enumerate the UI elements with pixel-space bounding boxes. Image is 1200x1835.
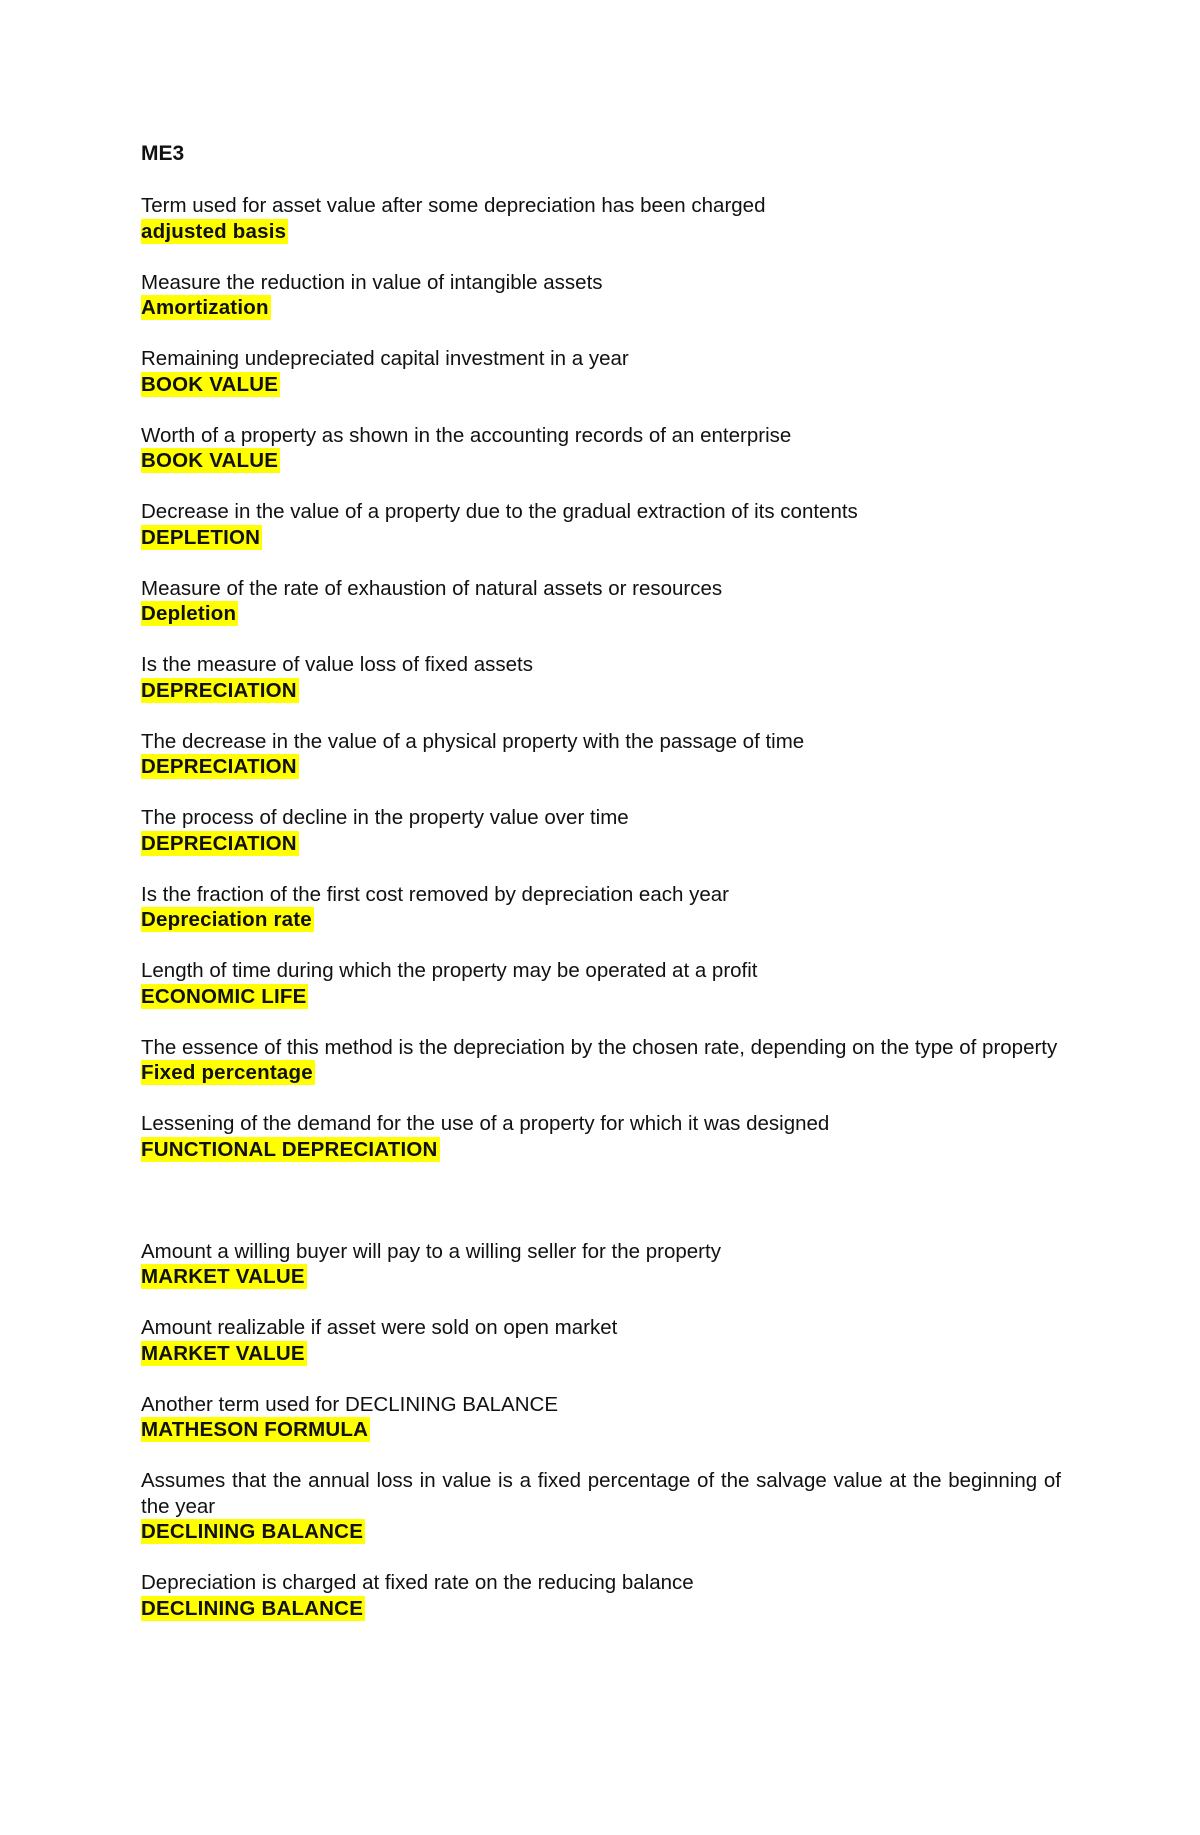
- qa-item: [141, 193, 1061, 244]
- qa-item: [141, 1111, 1061, 1162]
- highlighted-answer: Depreciation rate: [141, 908, 312, 931]
- highlighted-answer: Amortization: [141, 296, 269, 319]
- qa-item: [141, 1570, 1061, 1621]
- highlighted-answer: Depletion: [141, 602, 237, 625]
- highlighted-answer: BOOK VALUE: [141, 372, 279, 396]
- highlighted-answer: DECLINING BALANCE: [141, 1520, 364, 1543]
- section-gap: [141, 1188, 1061, 1239]
- question-text: Measure the reduction in value of intangible assets: [141, 270, 603, 294]
- question-text: Another term used for DECLINING BALANCE: [141, 1392, 558, 1416]
- question-text: The process of decline in the property value over time: [141, 806, 629, 829]
- qa-item: [141, 1315, 1061, 1366]
- question-text: The essence of this method is the depreciation by the chosen rate, depending on the type of property: [141, 1035, 1058, 1059]
- qa-item: [141, 1035, 1061, 1086]
- question-text: Is the fraction of the first cost removed by depreciation each year: [141, 882, 729, 906]
- question-text: Remaining undepreciated capital investment in a year: [141, 347, 629, 370]
- qa-item: [141, 729, 1061, 780]
- highlighted-answer: adjusted basis: [141, 219, 287, 243]
- highlighted-answer: MATHESON FORMULA: [141, 1418, 369, 1441]
- qa-item: [141, 499, 1061, 550]
- highlighted-answer: BOOK VALUE: [141, 449, 279, 472]
- question-text: Worth of a property as shown in the accounting records of an enterprise: [141, 423, 792, 447]
- qa-item: [141, 1392, 1061, 1443]
- highlighted-answer: DECLINING BALANCE: [141, 1596, 364, 1620]
- question-text: Depreciation is charged at fixed rate on the reducing balance: [141, 1571, 694, 1594]
- question-text: Decrease in the value of a property due to the gradual extraction of its contents: [141, 500, 858, 523]
- document-title: ME3: [141, 142, 185, 165]
- qa-item: [141, 958, 1061, 1009]
- question-text: Is the measure of value loss of fixed assets: [141, 653, 533, 676]
- highlighted-answer: FUNCTIONAL DEPRECIATION: [141, 1137, 438, 1161]
- question-text: Amount a willing buyer will pay to a willing seller for the property: [141, 1239, 721, 1263]
- qa-item: [141, 652, 1061, 703]
- highlighted-answer: ECONOMIC LIFE: [141, 984, 307, 1008]
- question-text: Length of time during which the property may be operated at a profit: [141, 959, 758, 982]
- highlighted-answer: Fixed percentage: [141, 1061, 313, 1084]
- qa-item: [141, 1239, 1061, 1290]
- highlighted-answer: DEPLETION: [141, 525, 261, 549]
- question-text: Amount realizable if asset were sold on open market: [141, 1316, 618, 1339]
- document-page: [141, 141, 1061, 1647]
- highlighted-answer: MARKET VALUE: [141, 1341, 305, 1365]
- question-text: Assumes that the annual loss in value is a fixed percentage of the salvage value at the beginning of the year: [141, 1469, 1061, 1518]
- highlighted-answer: MARKET VALUE: [141, 1265, 305, 1288]
- highlighted-answer: DEPRECIATION: [141, 678, 297, 702]
- qa-item: [141, 346, 1061, 397]
- qa-item: [141, 576, 1061, 627]
- highlighted-answer: DEPRECIATION: [141, 831, 297, 855]
- highlighted-answer: DEPRECIATION: [141, 755, 297, 778]
- qa-item: [141, 1468, 1061, 1544]
- qa-item: [141, 805, 1061, 856]
- qa-item: [141, 270, 1061, 321]
- question-text: The decrease in the value of a physical property with the passage of time: [141, 729, 805, 753]
- question-text: Lessening of the demand for the use of a property for which it was designed: [141, 1112, 830, 1135]
- qa-item: [141, 882, 1061, 933]
- question-text: Measure of the rate of exhaustion of natural assets or resources: [141, 576, 723, 600]
- question-text: Term used for asset value after some depreciation has been charged: [141, 194, 766, 217]
- qa-item: [141, 423, 1061, 474]
